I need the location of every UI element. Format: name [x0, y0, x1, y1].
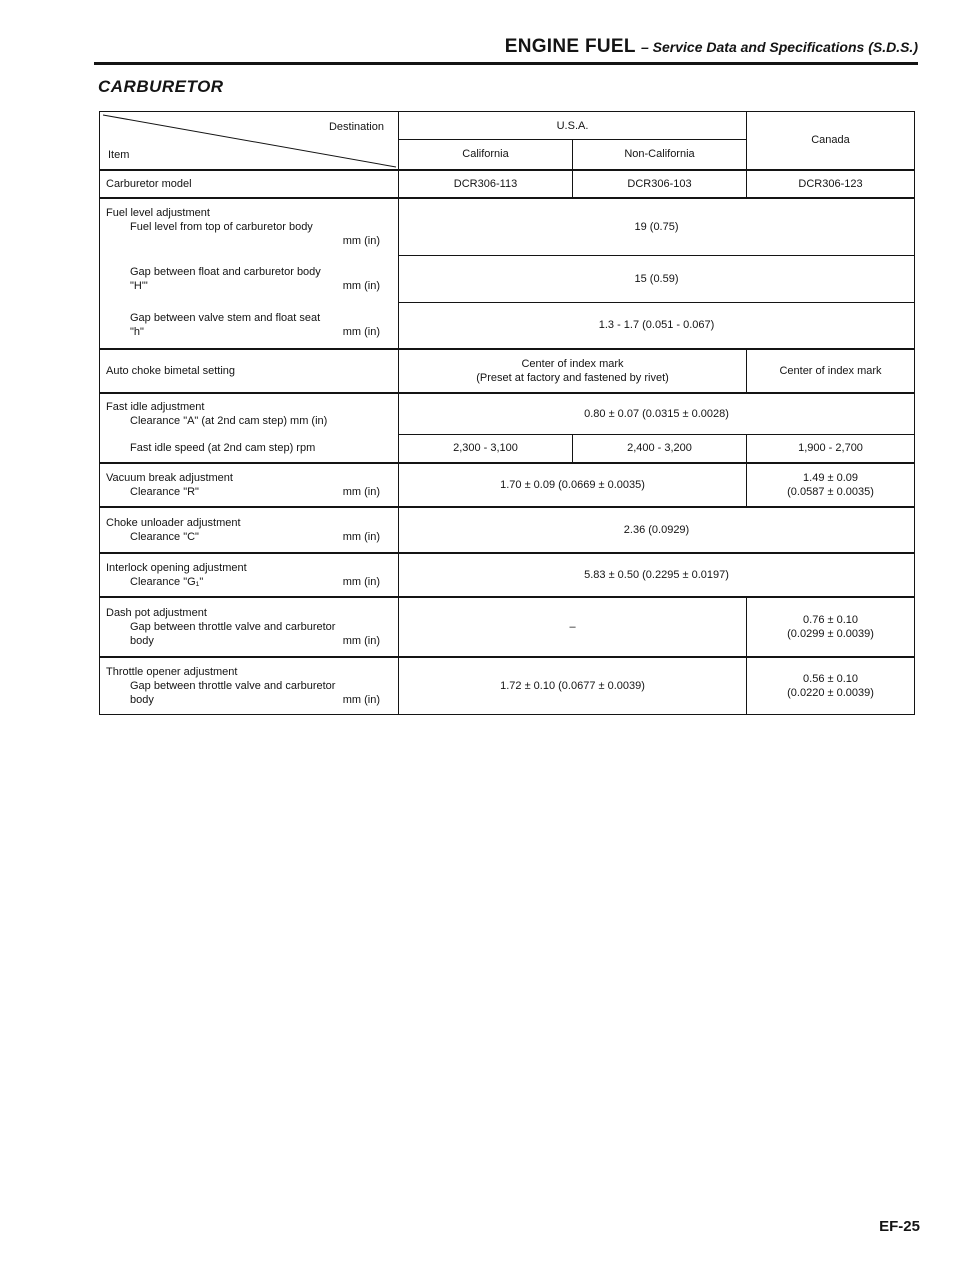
- row-symbol: "H"': [130, 280, 148, 292]
- row-subtext: Gap between valve stem and float seat: [130, 312, 321, 324]
- table-row: [100, 435, 915, 463]
- row-value: 1.72 ± 0.10 (0.0677 ± 0.0039): [399, 657, 747, 715]
- row-label: [100, 393, 399, 435]
- row-subtext: Gap between float and carburetor body: [130, 266, 321, 278]
- row-heading: Vacuum break adjustment: [106, 471, 233, 484]
- row-subtext: Clearance "G₁": [130, 575, 204, 588]
- cell-california: 2,300 - 3,100: [399, 435, 573, 463]
- row-value: 1.3 - 1.7 (0.051 - 0.067): [399, 303, 915, 349]
- row-label: [100, 553, 399, 597]
- row-value-line: Center of index mark: [521, 357, 624, 370]
- row-heading: Interlock opening adjustment: [106, 561, 247, 574]
- row-value: 5.83 ± 0.50 (0.2295 ± 0.0197): [399, 553, 915, 597]
- row-subtext: Gap between throttle valve and carburetor: [130, 620, 336, 633]
- row-subtext: Gap between throttle valve and carburetor: [130, 679, 336, 692]
- row-value: 0.80 ± 0.07 (0.0315 ± 0.0028): [399, 393, 915, 435]
- page-number: EF-25: [879, 1218, 920, 1235]
- cell-canada: [747, 597, 915, 657]
- row-heading: Dash pot adjustment: [106, 606, 207, 619]
- row-label: [100, 507, 399, 553]
- row-value: 15 (0.59): [399, 256, 915, 303]
- row-value-line: 1.49 ± 0.09: [803, 471, 858, 484]
- table-row: [100, 553, 915, 597]
- non-california-header: Non-California: [573, 140, 747, 170]
- cell-non-california: DCR306-103: [573, 170, 747, 198]
- row-heading: Throttle opener adjustment: [106, 665, 238, 678]
- usa-header: U.S.A.: [399, 112, 747, 140]
- table-row: [100, 349, 915, 393]
- row-unit-line: [106, 279, 392, 293]
- row-label: [100, 657, 399, 715]
- header-title: ENGINE FUEL: [504, 36, 636, 57]
- table-row: [100, 256, 915, 303]
- row-heading: Choke unloader adjustment: [106, 516, 241, 529]
- row-unit: mm (in): [342, 280, 380, 292]
- destination-label: Destination: [328, 121, 384, 133]
- page-header: [505, 36, 918, 58]
- table-row: [100, 198, 915, 256]
- header-corner: [100, 112, 399, 170]
- row-subtext: body: [130, 634, 154, 647]
- section-title: CARBURETOR: [98, 77, 224, 96]
- row-subtext: body: [130, 693, 154, 706]
- row-unit: mm (in): [342, 693, 380, 706]
- row-subtext: Fuel level from top of carburetor body: [130, 221, 313, 233]
- spec-table: [99, 111, 915, 715]
- row-label: [100, 597, 399, 657]
- row-value-line: 0.76 ± 0.10: [803, 613, 858, 626]
- row-label: [100, 435, 399, 463]
- row-unit: mm (in): [342, 326, 380, 338]
- cell-canada: [747, 463, 915, 507]
- table-row: [100, 393, 915, 435]
- row-value-line: (Preset at factory and fastened by rivet): [476, 371, 669, 384]
- row-unit: mm (in): [342, 634, 380, 647]
- row-unit-line: [106, 575, 392, 589]
- row-subtext: Clearance "C": [130, 530, 199, 543]
- cell-non-california: 2,400 - 3,200: [573, 435, 747, 463]
- row-unit: mm (in): [342, 235, 380, 247]
- row-value: 2.36 (0.0929): [399, 507, 915, 553]
- row-unit: mm (in): [342, 485, 380, 498]
- table-row: [100, 597, 915, 657]
- row-subtext: Clearance "A" (at 2nd cam step) mm (in): [130, 415, 328, 427]
- row-unit-line: [106, 485, 392, 499]
- cell-canada: Center of index mark: [747, 349, 915, 393]
- item-label: Item: [108, 148, 130, 161]
- cell-canada: DCR306-123: [747, 170, 915, 198]
- row-unit-line: [106, 325, 392, 339]
- row-unit: mm (in): [342, 530, 380, 543]
- table-row: [100, 170, 915, 198]
- row-unit-line: [106, 634, 392, 648]
- california-header: California: [399, 140, 573, 170]
- row-label: Carburetor model: [100, 170, 399, 198]
- row-value-line: 0.56 ± 0.10: [803, 672, 858, 685]
- row-value: 19 (0.75): [399, 198, 915, 256]
- row-unit: mm (in): [342, 575, 380, 588]
- row-unit-line: [106, 693, 392, 707]
- row-subtext: Clearance "R": [130, 485, 199, 498]
- row-heading: Fast idle adjustment: [106, 401, 205, 413]
- row-value-line: (0.0587 ± 0.0035): [787, 485, 874, 498]
- row-label: [100, 463, 399, 507]
- row-symbol: "h": [130, 326, 144, 338]
- canada-header: Canada: [747, 112, 915, 170]
- table-row: [100, 507, 915, 553]
- row-label: [100, 198, 399, 256]
- table-header-row: [100, 112, 915, 140]
- row-label: Auto choke bimetal setting: [100, 349, 399, 393]
- row-value: [399, 349, 747, 393]
- table-row: [100, 657, 915, 715]
- row-subtext: Fast idle speed (at 2nd cam step) rpm: [130, 442, 316, 454]
- row-label: [100, 256, 399, 303]
- table-row: [100, 303, 915, 349]
- header-rule: [94, 62, 918, 65]
- row-heading: Fuel level adjustment: [106, 207, 210, 219]
- cell-canada: [747, 657, 915, 715]
- row-value: 1.70 ± 0.09 (0.0669 ± 0.0035): [399, 463, 747, 507]
- table-row: [100, 463, 915, 507]
- row-unit-line: [106, 530, 392, 544]
- cell-canada: 1,900 - 2,700: [747, 435, 915, 463]
- header-subtitle: – Service Data and Specifications (S.D.S.): [641, 39, 918, 55]
- row-value-line: (0.0220 ± 0.0039): [787, 686, 874, 699]
- row-value: –: [399, 597, 747, 657]
- cell-california: DCR306-113: [399, 170, 573, 198]
- row-value-line: (0.0299 ± 0.0039): [787, 627, 874, 640]
- row-label: [100, 303, 399, 349]
